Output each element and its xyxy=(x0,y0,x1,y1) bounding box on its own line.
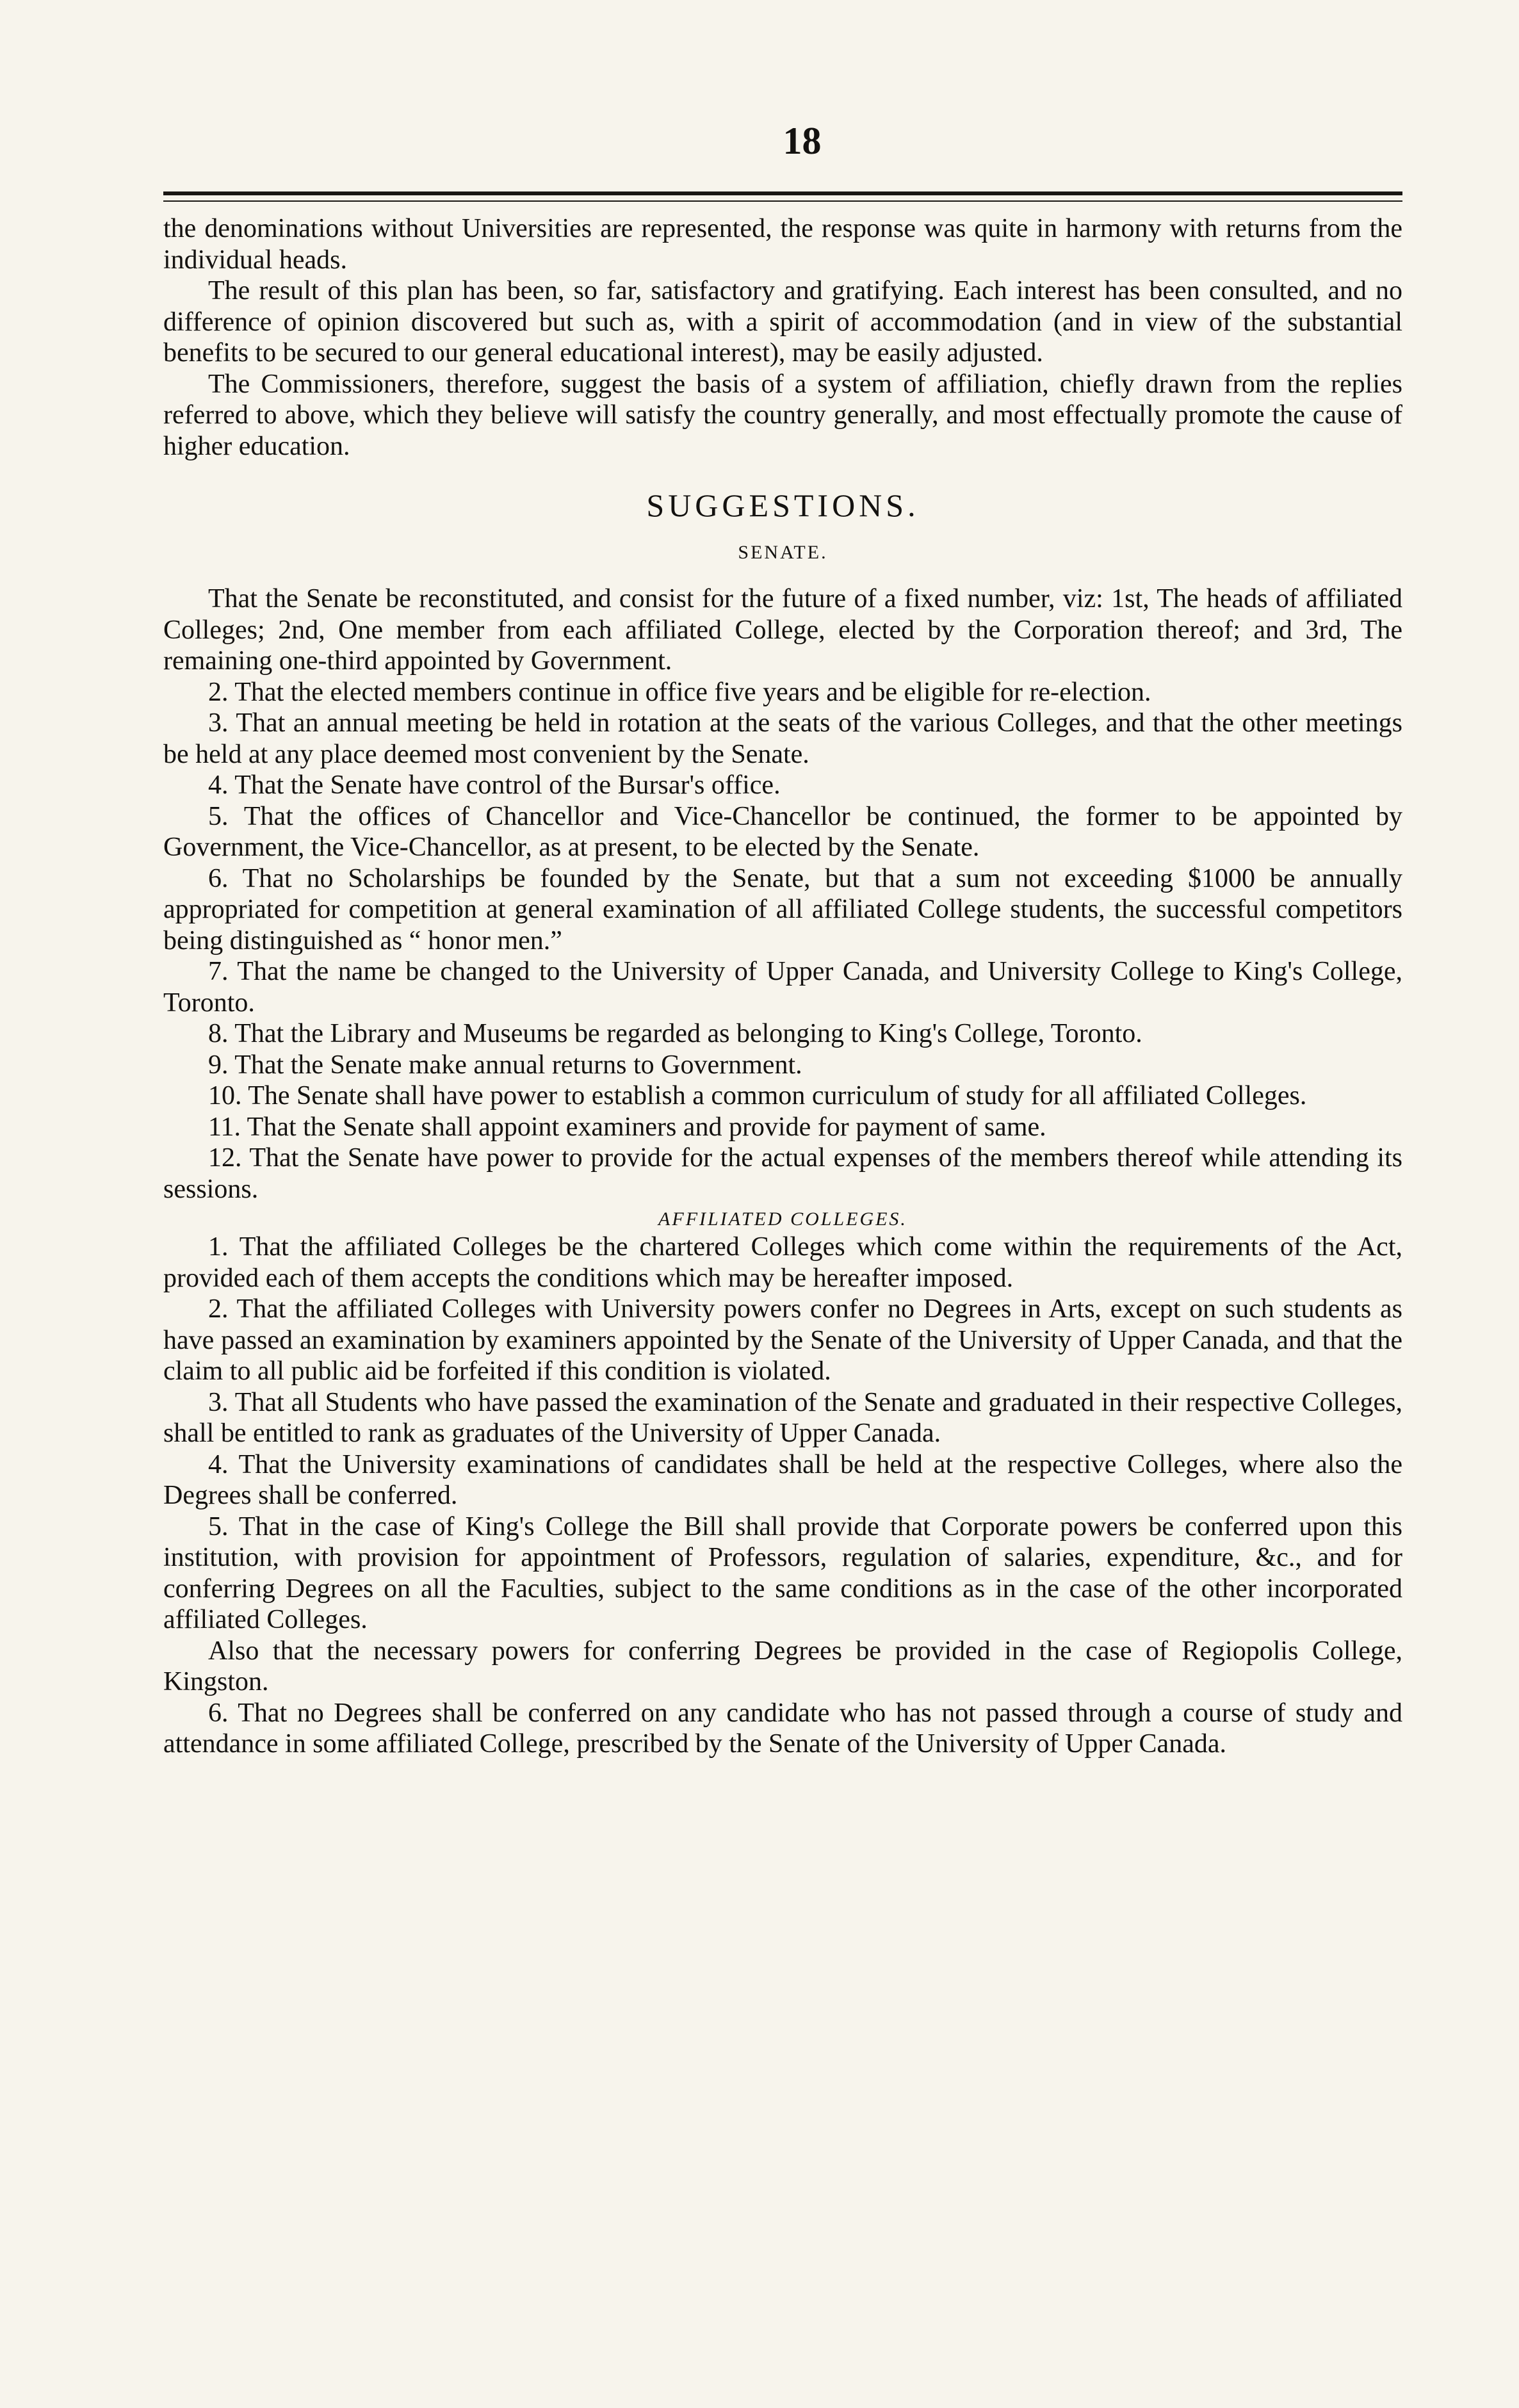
header-rule-thick xyxy=(163,191,1402,195)
affiliated-item: 6. That no Degrees shall be conferred on any candidate who has not passed through a course of study and attendance in some affiliated College, prescribed by the Senate of the University of Upper Canada. xyxy=(163,1698,1402,1759)
senate-list xyxy=(163,583,1402,1205)
intro-paragraph: The Commissioners, therefore, suggest the basis of a system of affiliation, chiefly drawn from the replies referred to above, which they believe will satisfy the country generally, and most effectually promote the cause of higher education. xyxy=(163,369,1402,461)
affiliated-item: 5. That in the case of King's College the Bill shall provide that Corporate powers be conferred upon this institution, with provision for appointment of Professors, regulation of salaries, expenditure, &c., and for conferring Degrees on all the Faculties, subject to the same conditions as in the case of the other incorporated affiliated Colleges. xyxy=(163,1511,1402,1634)
senate-item: 7. That the name be changed to the University of Upper Canada, and University College to King's College, Toronto. xyxy=(163,957,1402,1018)
senate-item: 9. That the Senate make annual returns to Government. xyxy=(208,1050,802,1080)
affiliated-colleges-heading: AFFILIATED COLLEGES. xyxy=(658,1208,907,1230)
intro-section xyxy=(163,213,1402,462)
senate-item: 6. That no Scholarships be founded by the Senate, but that a sum not exceeding $1000 be annually appropriated for competition at general examination of all affiliated College students, the successful competitors being distinguished as “ honor men.” xyxy=(163,863,1402,956)
senate-item: 11. That the Senate shall appoint examiners and provide for payment of same. xyxy=(208,1112,1046,1142)
senate-item: 2. That the elected members continue in office five years and be eligible for re-election. xyxy=(208,677,1151,707)
intro-paragraph: The result of this plan has been, so far, satisfactory and gratifying. Each interest has been consulted, and no difference of opinion discovered but such as, with a spirit of accommodation (and in view of the substantial benefits to be secured to our general educational interest), may be easily adjusted. xyxy=(163,276,1402,368)
intro-paragraph: the denominations without Universities are represented, the response was quite in harmony with returns from the individual heads. xyxy=(163,214,1402,275)
senate-item: 10. The Senate shall have power to establish a common curriculum of study for all affiliated Colleges. xyxy=(208,1081,1307,1110)
affiliated-item: 3. That all Students who have passed the examination of the Senate and graduated in their respective Colleges, shall be entitled to rank as graduates of the University of Upper Canada. xyxy=(163,1387,1402,1448)
affiliated-item: 1. That the affiliated Colleges be the chartered Colleges which come within the requirements of the Act, provided each of them accepts the conditions which may be hereafter imposed. xyxy=(163,1232,1402,1293)
affiliated-item: Also that the necessary powers for conferring Degrees be provided in the case of Regiopolis College, Kingston. xyxy=(163,1636,1402,1696)
senate-item: 3. That an annual meeting be held in rotation at the seats of the various Colleges, and that the other meetings be held at any place deemed most convenient by the Senate. xyxy=(163,708,1402,769)
senate-item: That the Senate be reconstituted, and consist for the future of a fixed number, viz: 1st, The heads of affiliated Colleges; 2nd, One member from each affiliated College, elected by the Corporation thereof; and 3rd, The remaining one-third appointed by Government. xyxy=(163,584,1402,676)
header-rule-thin xyxy=(163,200,1402,202)
document-page xyxy=(163,118,1402,1760)
affiliated-item: 4. That the University examinations of candidates shall be held at the respective Colleges, where also the Degrees shall be conferred. xyxy=(163,1449,1402,1510)
senate-item: 5. That the offices of Chancellor and Vice-Chancellor be continued, the former to be appointed by Government, the Vice-Chancellor, as at present, to be elected by the Senate. xyxy=(163,801,1402,862)
header-rule xyxy=(163,191,1402,202)
senate-heading: SENATE. xyxy=(738,542,828,563)
page-number: 18 xyxy=(783,120,822,162)
affiliated-item: 2. That the affiliated Colleges with University powers confer no Degrees in Arts, except on such students as have passed an examination by examiners appointed by the Senate of the University of Upper Canada, and that the claim to all public aid be forfeited if this condition is violated. xyxy=(163,1294,1402,1386)
senate-item: 12. That the Senate have power to provide for the actual expenses of the members thereof while attending its sessions. xyxy=(163,1143,1402,1204)
suggestions-title: SUGGESTIONS. xyxy=(646,487,920,523)
senate-item: 4. That the Senate have control of the Bursar's office. xyxy=(208,770,781,800)
affiliated-list xyxy=(163,1232,1402,1760)
senate-item: 8. That the Library and Museums be regarded as belonging to King's College, Toronto. xyxy=(208,1019,1142,1048)
